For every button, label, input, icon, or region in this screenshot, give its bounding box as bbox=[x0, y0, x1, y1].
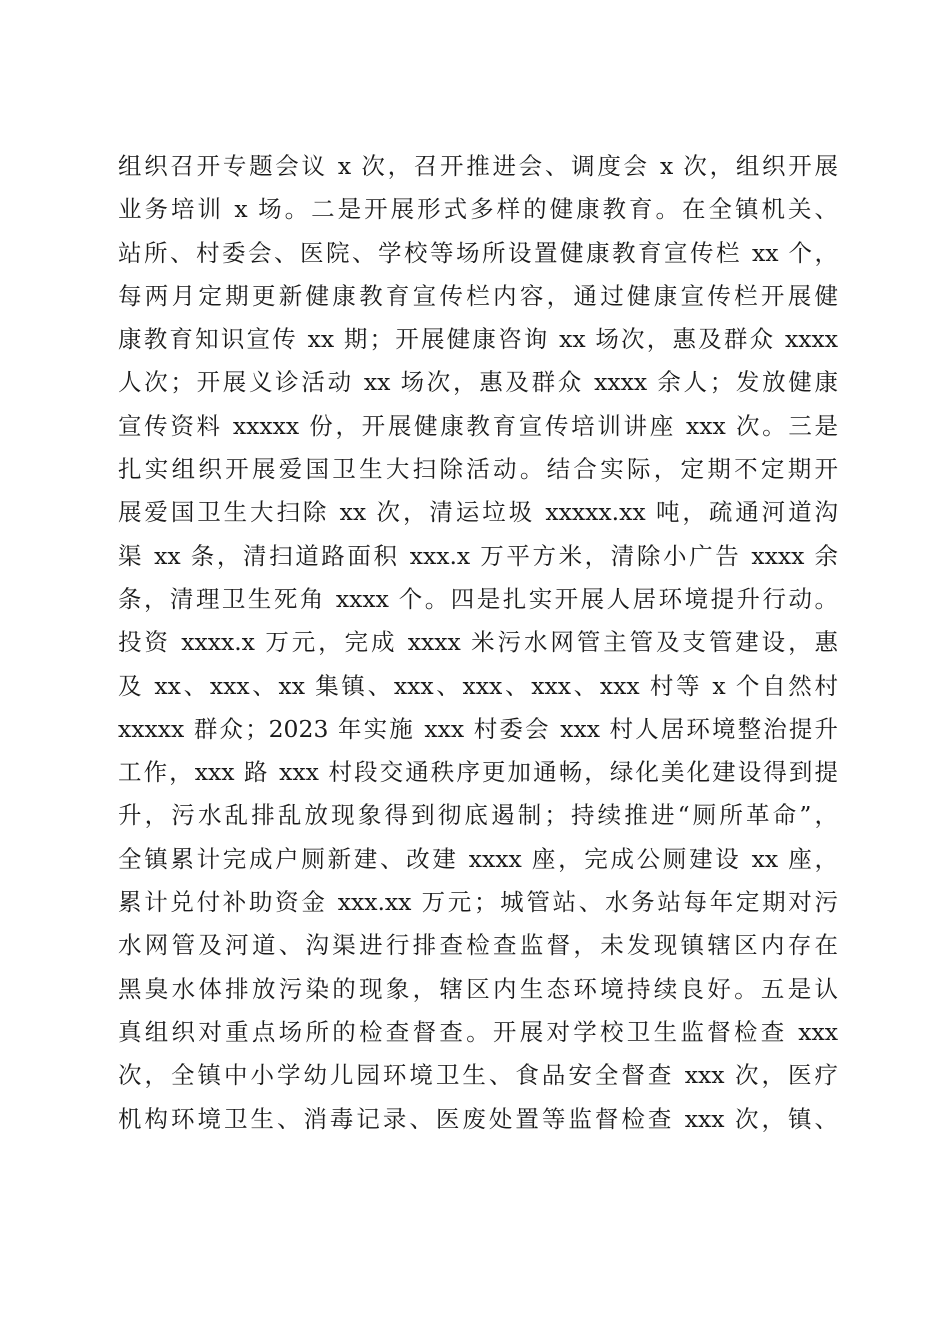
text-line: 工作，xxx 路 xxx 村段交通秩序更加通畅，绿化美化建设得到提 bbox=[118, 758, 838, 787]
text-line: 康教育知识宣传 xx 期；开展健康咨询 xx 场次，惠及群众 xxxx bbox=[118, 325, 838, 354]
text-line: 升，污水乱排乱放现象得到彻底遏制；持续推进“厕所革命”， bbox=[118, 801, 838, 830]
text-line: 累计兑付补助资金 xxx.xx 万元；城管站、水务站每年定期对污 bbox=[118, 888, 838, 917]
text-line: 黑臭水体排放污染的现象，辖区内生态环境持续良好。五是认 bbox=[118, 974, 838, 1003]
text-line: 业务培训 x 场。二是开展形式多样的健康教育。在全镇机关、 bbox=[118, 195, 838, 224]
text-line: 投资 xxxx.x 万元，完成 xxxx 米污水网管主管及支管建设，惠 bbox=[118, 628, 838, 657]
body-paragraph bbox=[118, 145, 838, 1141]
text-line: 扎实组织开展爱国卫生大扫除活动。结合实际，定期不定期开 bbox=[118, 455, 838, 484]
text-line: 全镇累计完成户厕新建、改建 xxxx 座，完成公厕建设 xx 座， bbox=[118, 844, 838, 873]
text-line: 水网管及河道、沟渠进行排查检查监督，未发现镇辖区内存在 bbox=[118, 931, 838, 960]
text-line: 真组织对重点场所的检查督查。开展对学校卫生监督检查 xxx bbox=[118, 1017, 838, 1046]
text-line: xxxxx 群众；2023 年实施 xxx 村委会 xxx 村人居环境整治提升 bbox=[118, 714, 838, 743]
text-line: 条，清理卫生死角 xxxx 个。四是扎实开展人居环境提升行动。 bbox=[118, 584, 838, 613]
text-line: 及 xx、xxx、xx 集镇、xxx、xxx、xxx、xxx 村等 x 个自然村 bbox=[118, 671, 838, 700]
text-line: 展爱国卫生大扫除 xx 次，清运垃圾 xxxxx.xx 吨，疏通河道沟 bbox=[118, 498, 838, 527]
text-line: 机构环境卫生、消毒记录、医废处置等监督检查 xxx 次，镇、 bbox=[118, 1104, 838, 1133]
text-line: 组织召开专题会议 x 次，召开推进会、调度会 x 次，组织开展 bbox=[118, 152, 838, 180]
text-line: 次，全镇中小学幼儿园环境卫生、食品安全督查 xxx 次，医疗 bbox=[118, 1061, 838, 1090]
text-line: 站所、村委会、医院、学校等场所设置健康教育宣传栏 xx 个， bbox=[118, 238, 838, 267]
text-line: 宣传资料 xxxxx 份，开展健康教育宣传培训讲座 xxx 次。三是 bbox=[118, 411, 838, 440]
text-line: 人次；开展义诊活动 xx 场次，惠及群众 xxxx 余人；发放健康 bbox=[118, 368, 838, 397]
text-line: 渠 xx 条，清扫道路面积 xxx.x 万平方米，清除小广告 xxxx 余 bbox=[118, 541, 838, 570]
text-line: 每两月定期更新健康教育宣传栏内容，通过健康宣传栏开展健 bbox=[118, 281, 838, 310]
